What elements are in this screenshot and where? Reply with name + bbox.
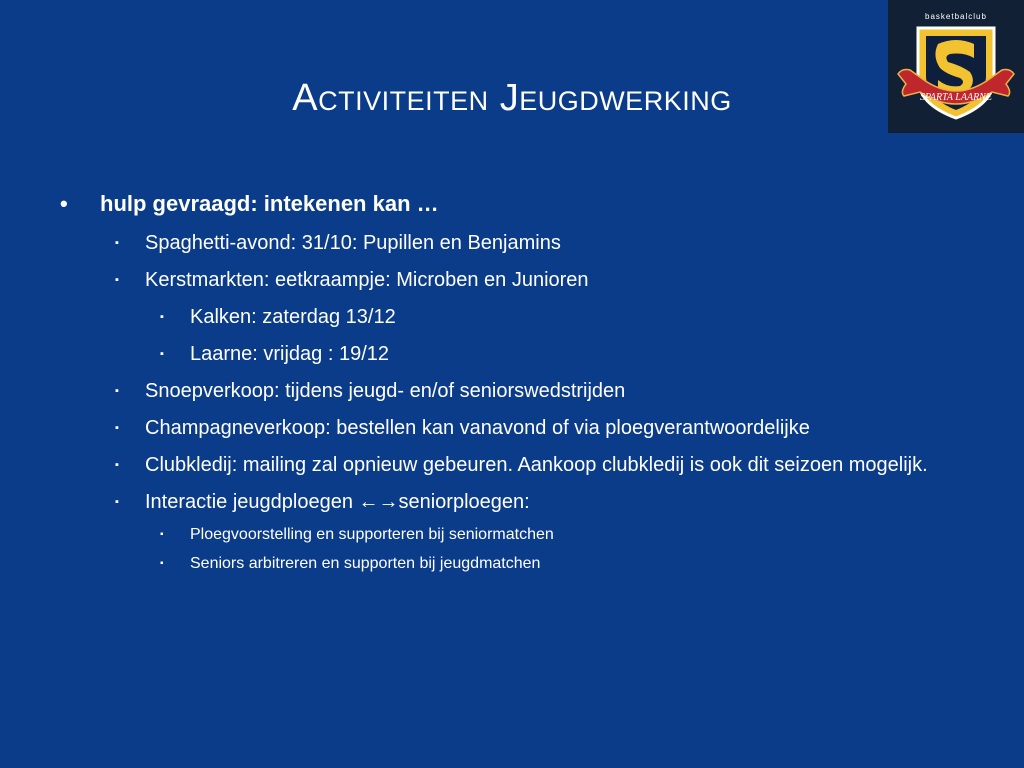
bullet-square-icon: ▪: [160, 311, 164, 323]
bullet-square-icon: ▪: [115, 237, 119, 249]
bullet-square-icon: ▪: [115, 459, 119, 471]
bullet-text: Champagneverkoop: bestellen kan vanavond of via ploegverantwoordelijke: [145, 417, 810, 439]
bullet-dot-icon: •: [60, 191, 68, 216]
bullet-item: [115, 265, 960, 295]
bullet-square-icon: ▪: [160, 558, 164, 569]
bullet-text: Kerstmarkten: eetkraampje: Microben en Junioren: [145, 269, 589, 291]
bullet-text: Laarne: vrijdag : 19/12: [190, 343, 390, 365]
bullet-text: Snoepverkoop: tijdens jeugd- en/of seniorswedstrijden: [145, 380, 626, 402]
bullet-text: Clubkledij: mailing zal opnieuw gebeuren. Aankoop clubkledij is ook dit seizoen mogelijk.: [145, 454, 928, 476]
bullet-item: [115, 228, 960, 258]
bullet-item: [160, 524, 960, 546]
bullet-text: Ploegvoorstelling en supporteren bij seniormatchen: [190, 526, 554, 543]
bullet-item: [115, 413, 960, 443]
bullet-item: [160, 553, 960, 575]
slide-title: Activiteiten Jeugdwerking: [292, 77, 732, 119]
bullet-square-icon: ▪: [115, 422, 119, 434]
bullet-text: Spaghetti-avond: 31/10: Pupillen en Benjamins: [145, 232, 561, 254]
logo-banner-text: SPARTA LAARNE: [920, 92, 992, 103]
bullet-list: [60, 188, 960, 582]
bullet-square-icon: ▪: [160, 348, 164, 360]
logo-top-text: basketbalclub: [925, 12, 987, 21]
bullet-item: [115, 376, 960, 406]
bullet-text: hulp gevraagd: intekenen kan …: [100, 191, 439, 216]
bullet-square-icon: ▪: [115, 496, 119, 508]
bullet-square-icon: ▪: [115, 385, 119, 397]
bullet-text: Kalken: zaterdag 13/12: [190, 306, 396, 328]
bullet-item: [160, 339, 960, 369]
bullet-text: Interactie jeugdploegen ←→seniorploegen:: [145, 491, 530, 513]
bullet-item: [160, 302, 960, 332]
bullet-item: [115, 487, 960, 517]
bullet-item: [115, 450, 960, 480]
bullet-item: [60, 188, 960, 220]
bullet-square-icon: ▪: [115, 274, 119, 286]
bullet-text: Seniors arbitreren en supporten bij jeugdmatchen: [190, 555, 541, 572]
bullet-square-icon: ▪: [160, 529, 164, 540]
